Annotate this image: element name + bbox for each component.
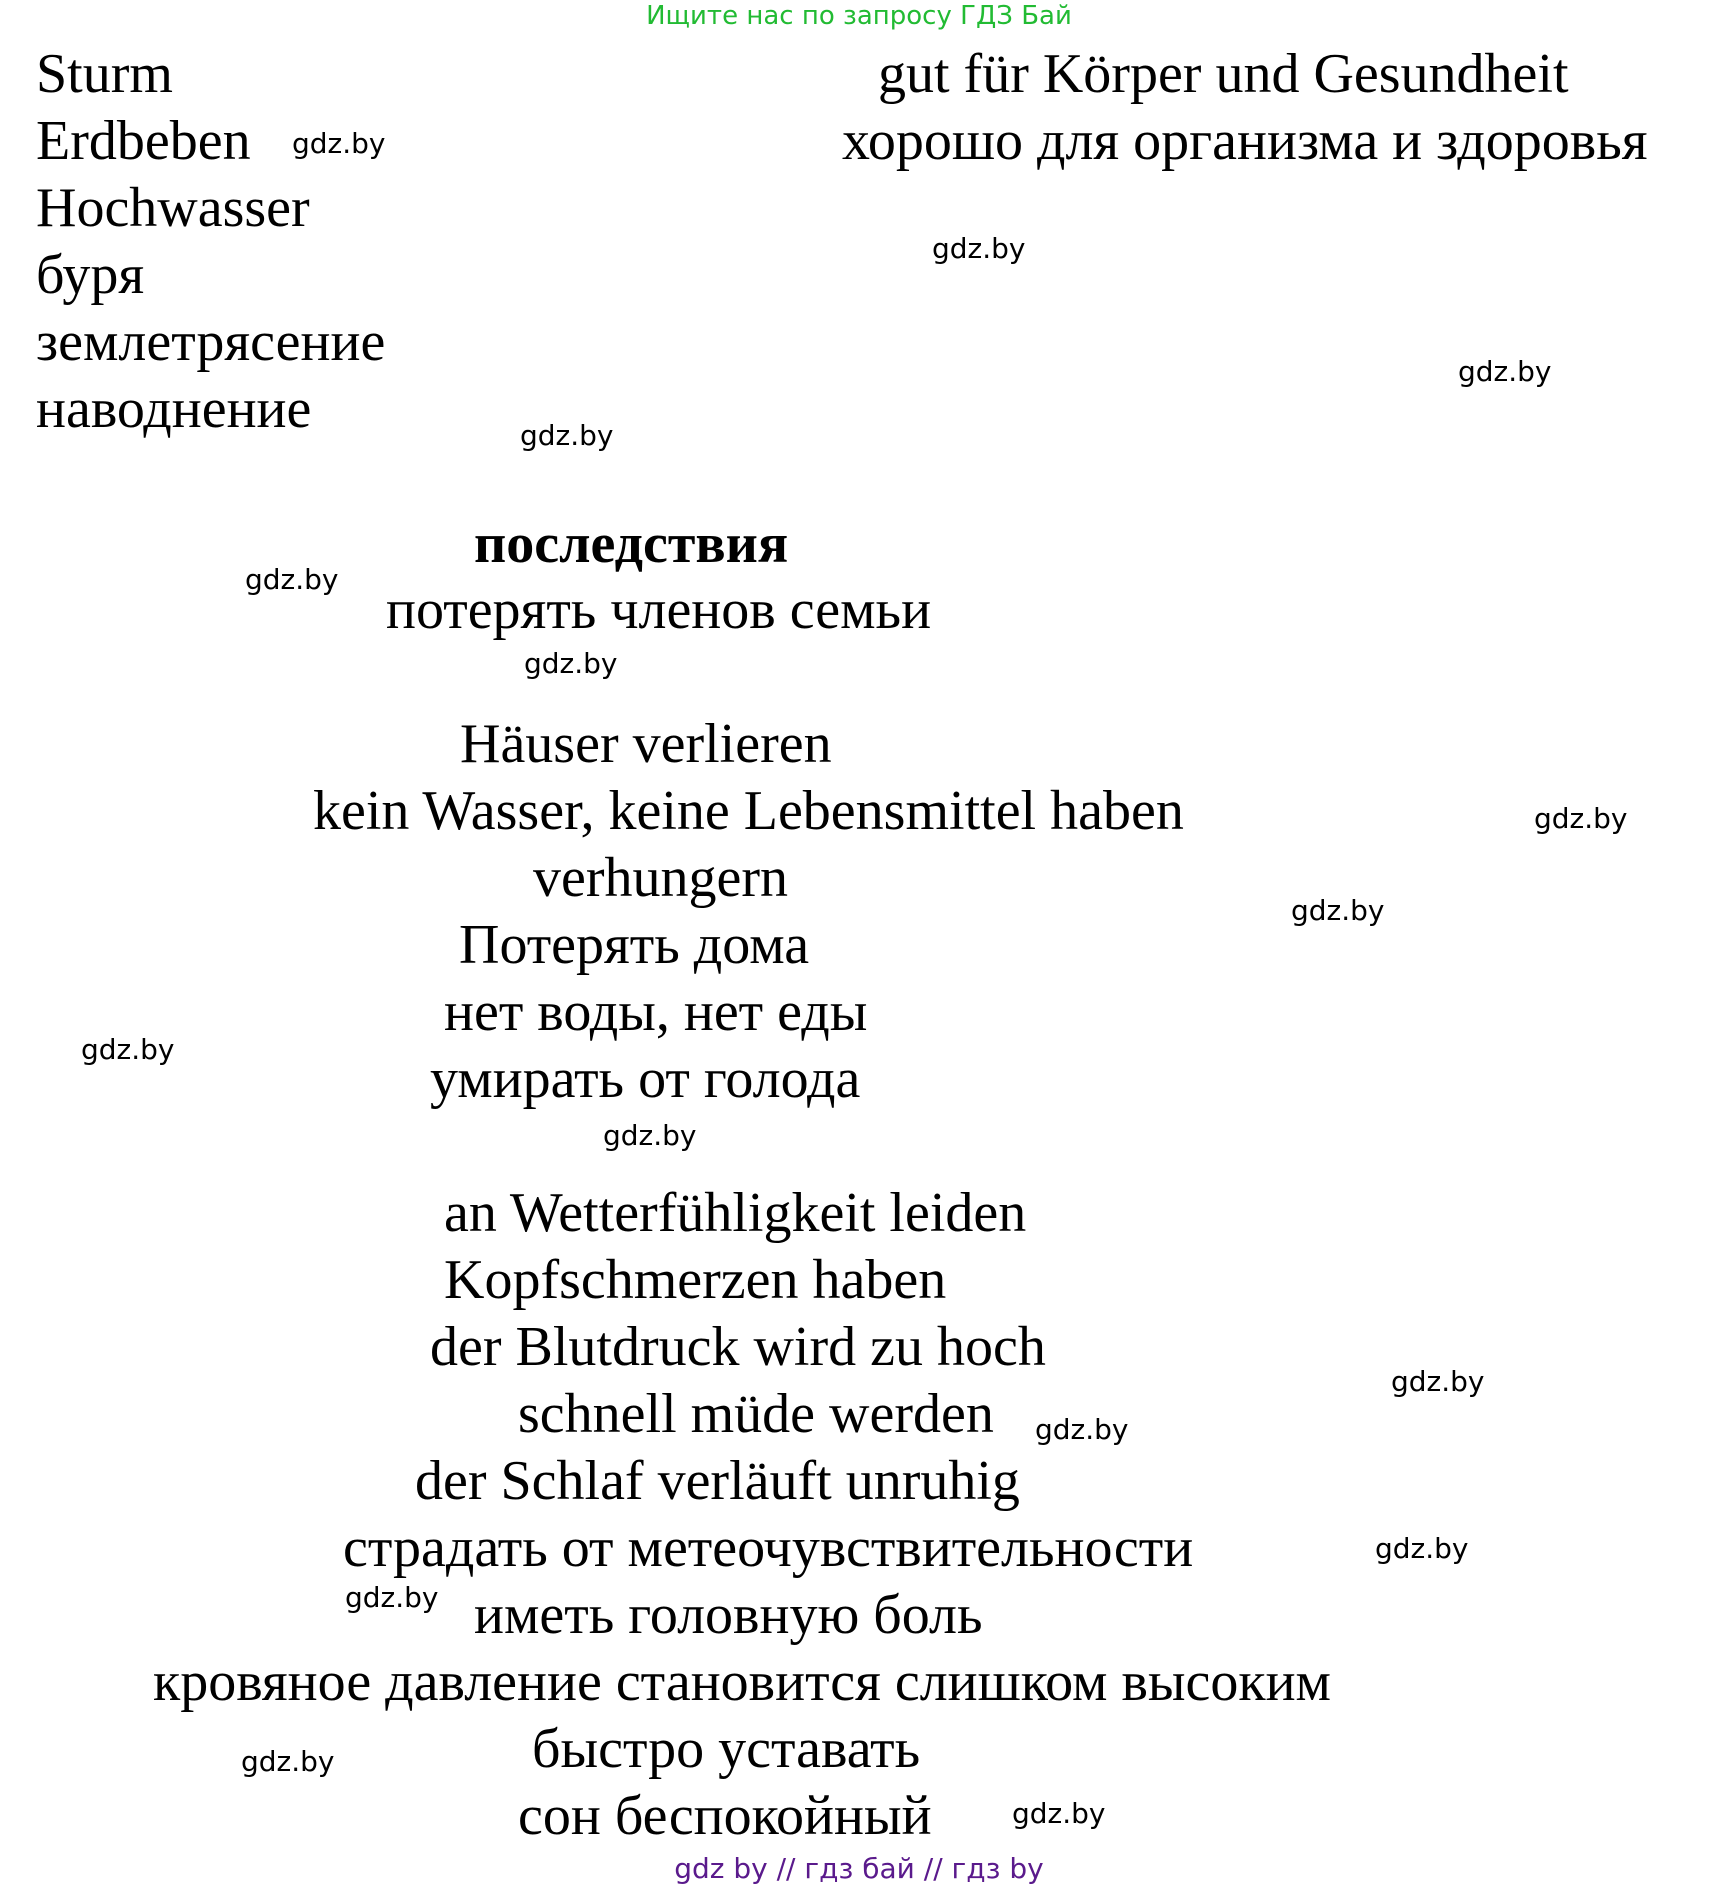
vocab-de-2: Hochwasser [36,177,310,239]
consequences-heading: последствия [474,513,789,575]
health-phrase-ru: хорошо для организма и здоровья [842,110,1648,172]
weather-de-2: der Blutdruck wird zu hoch [430,1316,1046,1378]
weather-de-1: Kopfschmerzen haben [444,1249,947,1311]
watermark: gdz.by [292,127,386,160]
vocab-ru-2: наводнение [36,378,312,440]
consequence-de-1: kein Wasser, keine Lebensmittel haben [313,780,1184,842]
consequence-ru-2: умирать от голода [430,1048,861,1110]
consequence-de-0: Häuser verlieren [460,713,832,775]
watermark: gdz.by [603,1119,697,1152]
vocab-de-0: Sturm [36,43,173,105]
vocab-ru-1: землетрясение [36,311,386,373]
vocab-ru-0: буря [36,244,145,306]
weather-ru-3: быстро уставать [532,1718,921,1780]
header-search-hint: Ищите нас по запросу ГДЗ Бай [646,1,1072,31]
watermark: gdz.by [1375,1532,1469,1565]
watermark: gdz.by [345,1581,439,1614]
watermark: gdz.by [241,1745,335,1778]
watermark: gdz.by [1012,1797,1106,1830]
health-phrase-de: gut für Körper und Gesundheit [878,43,1569,105]
weather-de-3: schnell müde werden [518,1383,994,1445]
consequence-ru-0: Потерять дома [459,914,810,976]
footer-site-links[interactable]: gdz by // гдз бай // гдз by [674,1852,1044,1885]
watermark: gdz.by [932,232,1026,265]
watermark: gdz.by [1391,1365,1485,1398]
watermark: gdz.by [245,563,339,596]
watermark: gdz.by [1291,894,1385,927]
watermark: gdz.by [1458,355,1552,388]
weather-ru-0: страдать от метеочувствительности [343,1517,1194,1579]
consequences-intro: потерять членов семьи [386,579,932,641]
weather-ru-2: кровяное давление становится слишком высоким [153,1651,1331,1713]
weather-de-0: an Wetterfühligkeit leiden [444,1182,1027,1244]
consequence-de-2: verhungern [533,847,789,909]
weather-ru-1: иметь головную боль [474,1584,983,1646]
watermark: gdz.by [524,647,618,680]
vocab-de-1: Erdbeben [36,110,251,172]
watermark: gdz.by [520,419,614,452]
consequence-ru-1: нет воды, нет еды [444,981,868,1043]
watermark: gdz.by [1035,1413,1129,1446]
watermark: gdz.by [81,1033,175,1066]
weather-ru-4: сон беспокойный [518,1785,932,1847]
weather-de-4: der Schlaf verläuft unruhig [415,1450,1020,1512]
watermark: gdz.by [1534,802,1628,835]
